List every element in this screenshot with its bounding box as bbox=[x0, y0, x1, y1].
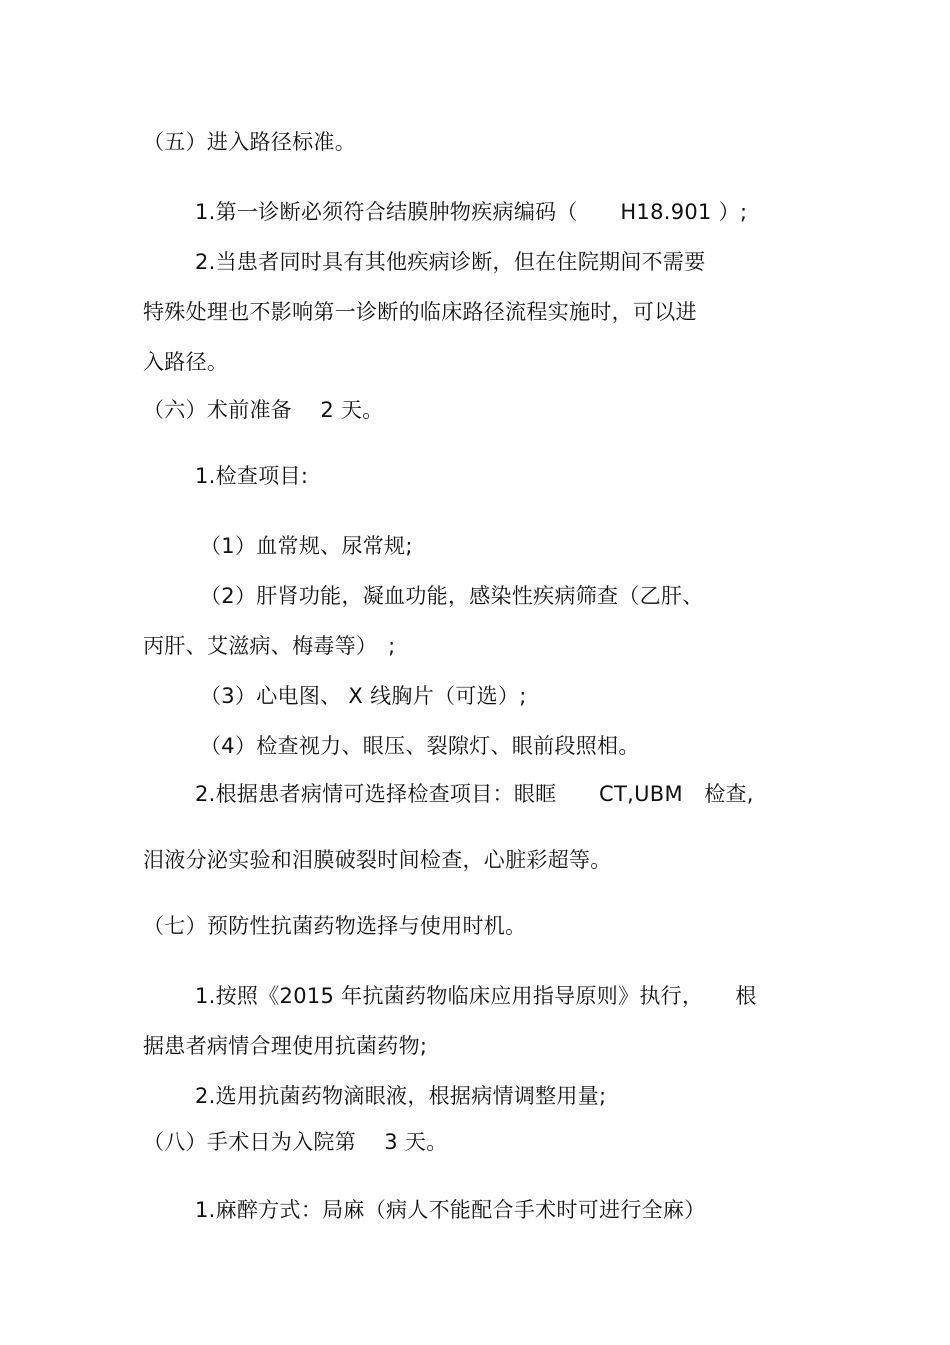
paragraph-line: 1.按照《2015 年抗菌药物临床应用指导原则》执行， 根 bbox=[195, 984, 757, 1008]
section-heading-7: （七）预防性抗菌药物选择与使用时机。 bbox=[143, 914, 527, 938]
paragraph-line: 据患者病情合理使用抗菌药物; bbox=[143, 1034, 428, 1058]
paragraph-line: 泪液分泌实验和泪膜破裂时间检查，心脏彩超等。 bbox=[143, 848, 612, 872]
list-item: （2）肝肾功能，凝血功能，感染性疾病筛查（乙肝、 bbox=[200, 584, 704, 608]
list-item: （4）检查视力、眼压、裂隙灯、眼前段照相。 bbox=[200, 734, 640, 758]
section-heading-5: （五）进入路径标准。 bbox=[143, 130, 356, 154]
paragraph-line: 入路径。 bbox=[143, 350, 229, 374]
section-heading-6: （六）术前准备 2 天。 bbox=[143, 398, 384, 422]
section-heading-8: （八）手术日为入院第 3 天。 bbox=[143, 1130, 448, 1154]
paragraph-line: 1.第一诊断必须符合结膜肿物疾病编码（ H18.901 ）; bbox=[195, 200, 748, 224]
list-item: （3）心电图、 X 线胸片（可选）; bbox=[200, 684, 527, 708]
paragraph-line: 2.当患者同时具有其他疾病诊断，但在住院期间不需要 bbox=[195, 250, 706, 274]
paragraph-line: 1.麻醉方式：局麻（病人不能配合手术时可进行全麻） bbox=[195, 1198, 706, 1222]
paragraph-line: 丙肝、艾滋病、梅毒等） ; bbox=[143, 634, 396, 658]
paragraph-line: 2.选用抗菌药物滴眼液，根据病情调整用量; bbox=[195, 1084, 607, 1108]
paragraph-line: 1.检查项目: bbox=[195, 464, 309, 488]
paragraph-line: 特殊处理也不影响第一诊断的临床路径流程实施时，可以进 bbox=[143, 300, 697, 324]
list-item: （1）血常规、尿常规; bbox=[200, 534, 413, 558]
paragraph-line: 2.根据患者病情可选择检查项目：眼眶 CT,UBM 检查, bbox=[195, 782, 754, 806]
